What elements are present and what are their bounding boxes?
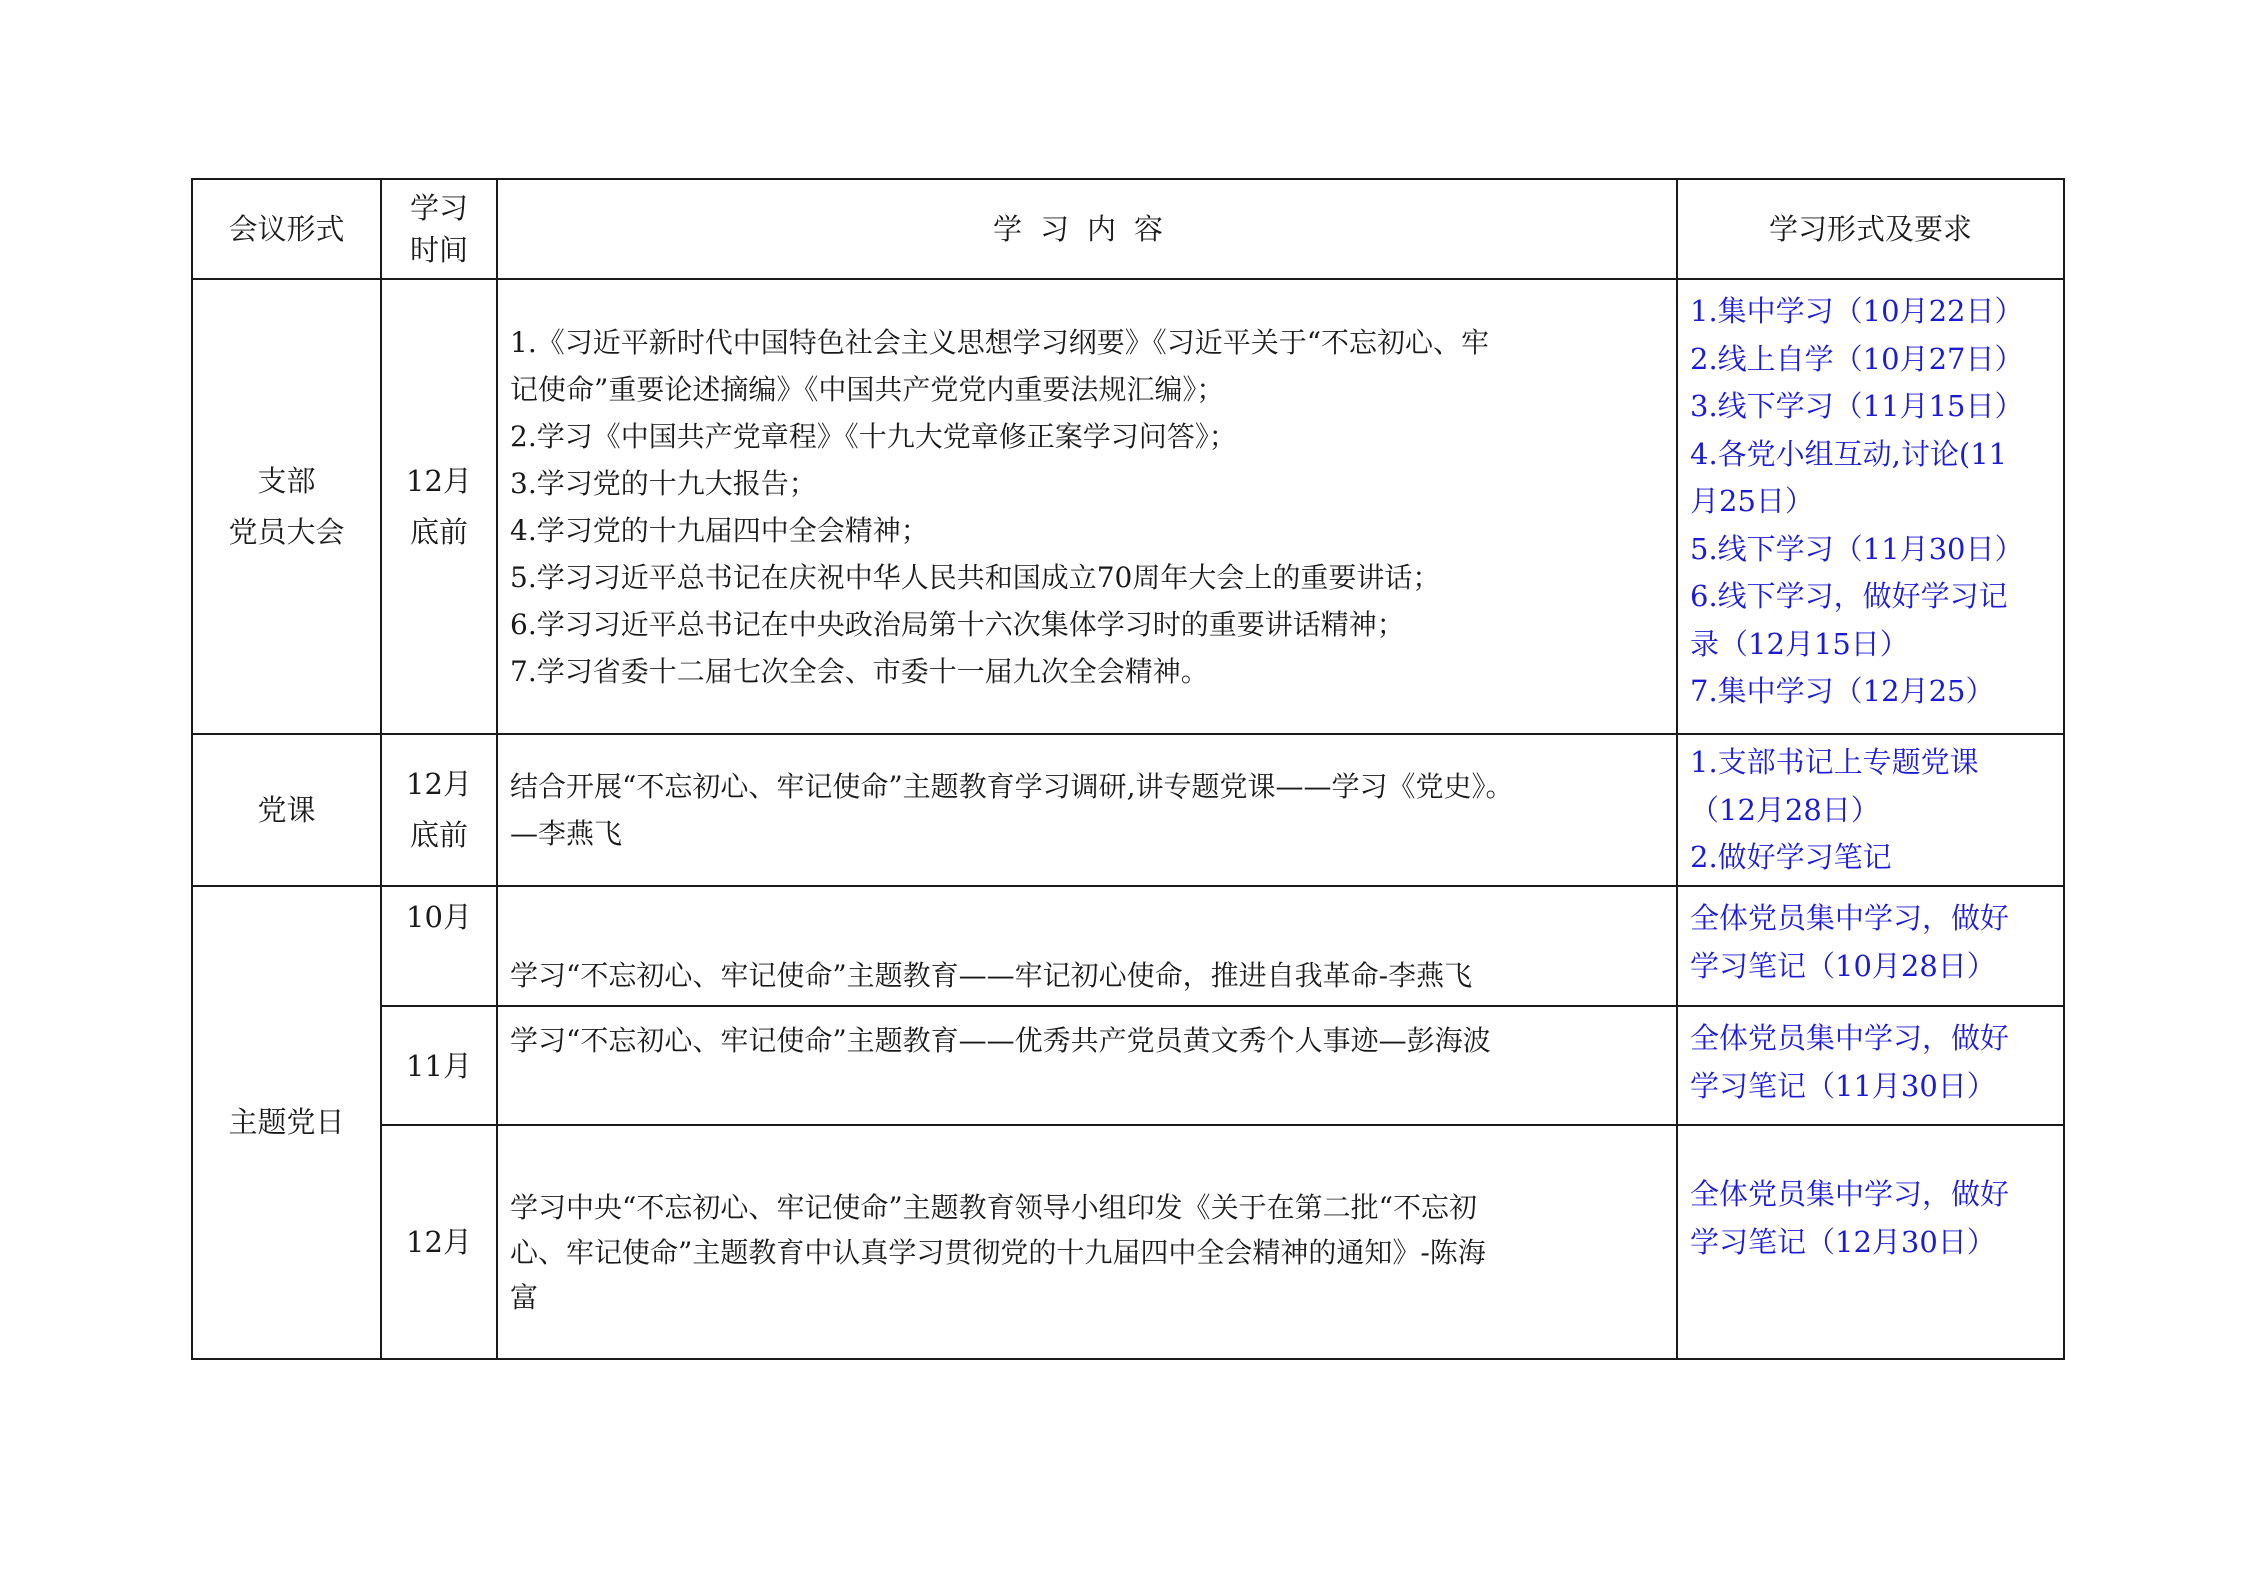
- form-line: 月25日）: [1690, 484, 1814, 518]
- form-line: 5.线下学习（11月30日）: [1690, 531, 2024, 566]
- form-line: 录（12月15日）: [1690, 626, 1909, 661]
- header-study-form: 学习形式及要求: [1677, 179, 2064, 279]
- study-content-cell: [497, 279, 1677, 734]
- table-row: [192, 279, 2064, 734]
- content-line: 5.学习习近平总书记在庆祝中华人民共和国成立70周年大会上的重要讲话；: [510, 560, 1441, 594]
- content-line: 3.学习党的十九大报告；: [510, 466, 817, 500]
- table-row: [192, 886, 2064, 1006]
- study-content-cell: [497, 734, 1677, 886]
- form-line: 2.线上自学（10月27日）: [1690, 341, 2024, 376]
- form-line: 全体党员集中学习，做好: [1690, 901, 2010, 935]
- form-line: 3.线下学习（11月15日）: [1690, 389, 2024, 423]
- header-study-content: 学习内容: [497, 179, 1677, 279]
- study-content-cell: [497, 886, 1677, 1006]
- header-study-time: 学习 时间: [381, 179, 497, 279]
- study-time-cell: 12月 底前: [381, 734, 497, 886]
- study-time-cell: 12月: [381, 1125, 497, 1359]
- form-line: 1.集中学习（10月22日）: [1690, 294, 2024, 328]
- table-row: [192, 734, 2064, 886]
- form-line: 学习笔记（10月28日）: [1690, 948, 1996, 983]
- content-line: 记使命”重要论述摘编》《中国共产党党内重要法规汇编》；: [510, 372, 1225, 406]
- content-line: 学习“不忘初心、牢记使命”主题教育——牢记初心使命，推进自我革命-李燕飞: [510, 959, 1473, 992]
- form-line: 4.各党小组互动,讨论(11: [1690, 436, 2008, 471]
- content-line: 心、牢记使命”主题教育中认真学习贯彻党的十九届四中全会精神的通知》-陈海: [510, 1235, 1486, 1269]
- meeting-type-cell: 党课: [192, 734, 381, 886]
- content-line: 结合开展“不忘初心、牢记使命”主题教育学习调研,讲专题党课——学习《党史》。: [510, 770, 1514, 803]
- content-line: 1.《习近平新时代中国特色社会主义思想学习纲要》《习近平关于“不忘初心、牢: [510, 325, 1490, 359]
- content-line: —李燕飞: [510, 817, 623, 850]
- content-line: 4.学习党的十九届四中全会精神；: [510, 513, 929, 547]
- form-line: 1.支部书记上专题党课: [1690, 745, 1979, 779]
- study-form-cell: [1677, 734, 2064, 886]
- form-line: （12月28日）: [1690, 792, 1880, 827]
- study-time-cell: 12月 底前: [381, 279, 497, 734]
- study-plan-table: [191, 178, 2065, 1360]
- form-line: 7.集中学习（12月25）: [1690, 674, 1995, 708]
- content-line: 7.学习省委十二届七次全会、市委十一届九次全会精神。: [510, 654, 1209, 688]
- study-form-cell: [1677, 1006, 2064, 1125]
- meeting-type-cell: 支部 党员大会: [192, 279, 381, 734]
- form-line: 6.线下学习，做好学习记: [1690, 579, 2008, 613]
- table-row: [192, 1125, 2064, 1359]
- table-row: [192, 1006, 2064, 1125]
- study-content-cell: [497, 1006, 1677, 1125]
- header-row: [192, 179, 2064, 279]
- study-form-cell: [1677, 279, 2064, 734]
- content-line: 学习中央“不忘初心、牢记使命”主题教育领导小组印发《关于在第二批“不忘初: [510, 1190, 1477, 1224]
- study-form-cell: [1677, 886, 2064, 1006]
- study-content-cell: [497, 1125, 1677, 1359]
- form-line: 全体党员集中学习，做好: [1690, 1177, 2010, 1211]
- header-meeting-type: 会议形式: [192, 179, 381, 279]
- form-line: 学习笔记（11月30日）: [1690, 1068, 1996, 1103]
- study-form-cell: [1677, 1125, 2064, 1359]
- form-line: 全体党员集中学习，做好: [1690, 1021, 2010, 1055]
- form-line: 学习笔记（12月30日）: [1690, 1224, 1996, 1259]
- content-line: 学习“不忘初心、牢记使命”主题教育——优秀共产党员黄文秀个人事迹—彭海波: [510, 1024, 1491, 1057]
- form-line: 2.做好学习笔记: [1690, 840, 1892, 874]
- content-line: 富: [510, 1280, 539, 1314]
- content-line: 6.学习习近平总书记在中央政治局第十六次集体学习时的重要讲话精神；: [510, 607, 1405, 641]
- meeting-type-cell: 主题党日: [192, 886, 381, 1359]
- content-line: 2.学习《中国共产党章程》《十九大党章修正案学习问答》；: [510, 419, 1237, 453]
- study-time-cell: 10月: [381, 886, 497, 1006]
- study-time-cell: 11月: [381, 1006, 497, 1125]
